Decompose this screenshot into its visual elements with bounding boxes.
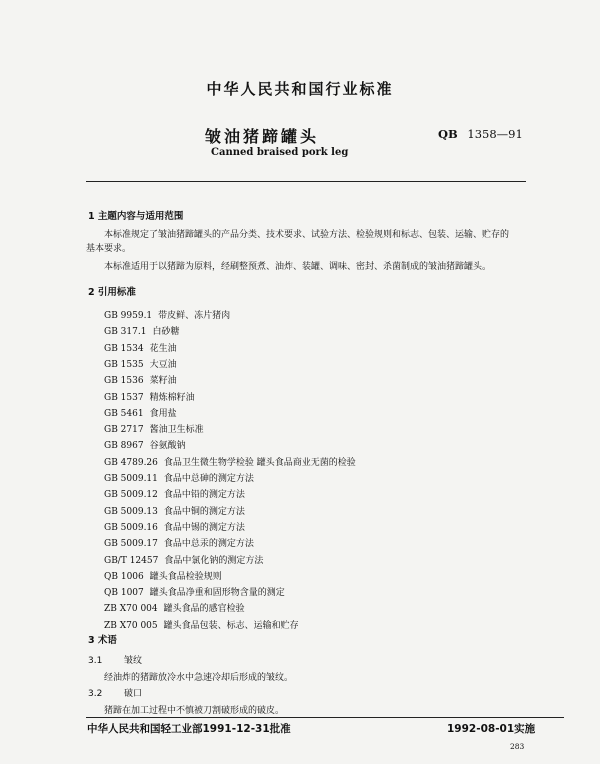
- reference-item: [104, 520, 245, 533]
- section-1-heading: 1 主题内容与适用范围: [88, 211, 184, 222]
- reference-code: QB 1006: [104, 571, 144, 582]
- reference-code: GB 5009.16: [104, 522, 158, 533]
- reference-item: [104, 504, 245, 517]
- reference-title: 食品中总砷的测定方法: [163, 474, 254, 484]
- reference-title: 花生油: [149, 343, 177, 354]
- reference-item: [104, 553, 263, 566]
- reference-item: [104, 585, 285, 598]
- reference-code: GB 1537: [104, 392, 144, 403]
- reference-code: GB 5009.11: [104, 474, 158, 484]
- reference-code: GB 4789.26: [104, 457, 158, 468]
- reference-title: 带皮鲜、冻片猪肉: [158, 311, 231, 321]
- reference-item: [104, 373, 177, 386]
- reference-title: 食品中铜的测定方法: [163, 506, 245, 517]
- reference-code: GB 9959.1: [104, 311, 153, 321]
- reference-item: [104, 390, 195, 403]
- reference-code: GB 5009.13: [104, 506, 158, 517]
- reference-code: GB 5009.17: [104, 539, 158, 550]
- approval-line: 中华人民共和国轻工业部1991-12-31批准: [87, 723, 291, 735]
- reference-title: 食品卫生微生物学检验 罐头食品商业无菌的检验: [163, 457, 356, 468]
- reference-item: [104, 341, 177, 354]
- reference-code: GB 5461: [104, 408, 144, 419]
- reference-item: [104, 601, 245, 614]
- scope-para1-line2: 基本要求。: [86, 244, 132, 254]
- reference-item: [104, 455, 356, 468]
- reference-title: 食品中铅的测定方法: [163, 490, 245, 501]
- reference-item: [104, 438, 186, 451]
- reference-item: [104, 471, 254, 484]
- reference-code: GB 8967: [104, 441, 144, 452]
- reference-title: 罐头食品净重和固形物含量的测定: [149, 588, 285, 599]
- reference-code: GB 1534: [104, 343, 144, 354]
- term-3-2-name: 破口: [124, 689, 143, 699]
- standard-number-value: 1358—91: [467, 127, 523, 141]
- term-3-2-definition: 猪蹄在加工过程中不慎被刀割破形成的破皮。: [104, 706, 285, 716]
- section-2-heading: 2 引用标准: [88, 287, 136, 298]
- scope-para2: 本标准适用于以猪蹄为原料，经刷整预煮、油炸、装罐、调味、密封、杀菌制成的皱油猪蹄罐头。: [104, 262, 492, 272]
- reference-title: 白砂糖: [152, 327, 180, 338]
- standard-number-prefix: QB: [438, 127, 458, 141]
- document-title: 皱油猪蹄罐头: [205, 127, 320, 146]
- reference-title: 罐头食品包装、标志、运输和贮存: [163, 620, 299, 631]
- reference-item: [104, 536, 254, 549]
- reference-code: GB 2717: [104, 425, 144, 436]
- reference-title: 大豆油: [149, 359, 177, 370]
- reference-item: [104, 569, 222, 582]
- reference-title: 精炼棉籽油: [149, 392, 195, 403]
- reference-item: [104, 487, 245, 500]
- reference-item: [104, 406, 177, 419]
- standard-class-title: 中华人民共和国行业标准: [206, 80, 394, 98]
- reference-title: 食用盐: [149, 408, 177, 419]
- reference-title: 食品中氯化钠的测定方法: [164, 555, 264, 566]
- reference-code: GB 1535: [104, 359, 144, 370]
- reference-title: 罐头食品的感官检验: [163, 604, 245, 615]
- english-title: Canned braised pork leg: [211, 147, 349, 158]
- reference-code: GB 317.1: [104, 327, 147, 338]
- reference-title: 酱油卫生标准: [149, 425, 204, 436]
- reference-title: 谷氨酸钠: [149, 441, 186, 452]
- reference-title: 食品中总汞的测定方法: [163, 539, 254, 550]
- reference-title: 食品中锡的测定方法: [163, 522, 245, 533]
- term-3-1-definition: 经油炸的猪蹄放冷水中急速冷却后形成的皱纹。: [104, 673, 294, 683]
- reference-code: GB 1536: [104, 376, 144, 387]
- term-3-1-number: 3.1: [88, 656, 103, 666]
- reference-title: 罐头食品检验规则: [149, 571, 222, 582]
- page-number: 283: [510, 742, 525, 751]
- reference-item: [104, 308, 230, 321]
- reference-code: GB 5009.12: [104, 490, 158, 501]
- section-3-heading: 3 术语: [88, 635, 117, 646]
- scope-para1-line1: 本标准规定了皱油猪蹄罐头的产品分类、技术要求、试验方法、检验规则和标志、包装、运输、贮存的: [104, 230, 510, 240]
- reference-item: [104, 422, 204, 435]
- reference-code: GB/T 12457: [104, 555, 159, 566]
- reference-code: QB 1007: [104, 588, 144, 599]
- reference-item: [104, 618, 299, 631]
- reference-item: [104, 324, 179, 337]
- effective-date: 1992-08-01实施: [447, 723, 536, 735]
- reference-code: ZB X70 005: [104, 620, 158, 631]
- standard-number: [438, 127, 523, 141]
- term-3-2-number: 3.2: [88, 689, 103, 699]
- footer-rule: [86, 717, 564, 718]
- reference-title: 菜籽油: [149, 376, 177, 387]
- term-3-1-name: 皱纹: [124, 656, 143, 666]
- reference-code: ZB X70 004: [104, 604, 158, 615]
- reference-item: [104, 357, 177, 370]
- header-rule: [86, 181, 526, 182]
